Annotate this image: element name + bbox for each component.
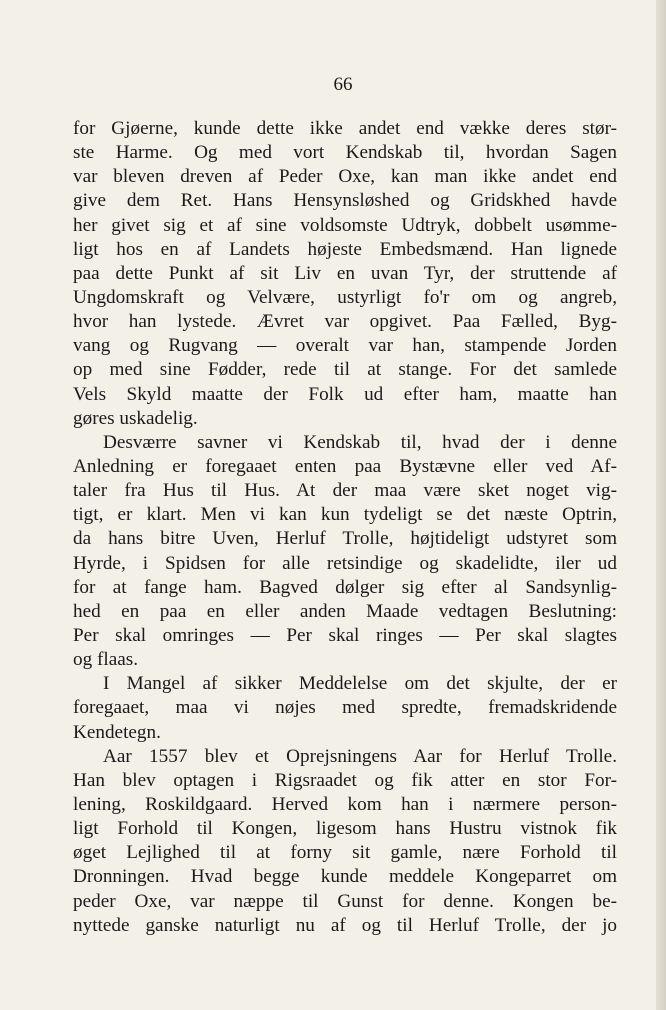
text-line: her givet sig et af sine voldsomste Udtryk, dobbelt usømme-: [73, 214, 617, 236]
text-line: give dem Ret. Hans Hensynsløshed og Gridskhed havde: [73, 190, 617, 212]
text-line: øget Lejlighed til at forny sit gamle, nære Forhold til: [73, 842, 617, 864]
text-line: hvor han lystede. Ævret var opgivet. Paa Fælled, Byg-: [73, 311, 617, 333]
text-line: Ungdomskraft og Velvære, ustyrligt fo'r om og angreb,: [73, 286, 617, 308]
text-line: ligt hos en af Landets højeste Embedsmænd. Han lignede: [73, 238, 617, 260]
text-line: Per skal omringes — Per skal ringes — Per skal slagtes: [73, 624, 617, 646]
text-line: peder Oxe, var næppe til Gunst for denne. Kongen be-: [73, 890, 617, 912]
text-line: Kendetegn.: [73, 721, 161, 743]
text-line: ste Harme. Og med vort Kendskab til, hvordan Sagen: [73, 142, 617, 164]
text-line: for Gjøerne, kunde dette ikke andet end vække deres stør-: [73, 118, 617, 139]
text-line: for at fange ham. Bagved dølger sig efter al Sandsynlig-: [73, 576, 617, 598]
page-number: 66: [333, 74, 353, 95]
text-line: I Mangel af sikker Meddelelse om det skjulte, der er: [103, 673, 617, 695]
text-line: og flaas.: [73, 649, 139, 671]
text-line: nyttede ganske naturligt nu af og til Herluf Trolle, der jo: [73, 914, 617, 936]
text-line: gøres uskadelig.: [73, 407, 198, 429]
text-line: da hans bitre Uven, Herluf Trolle, højtideligt udstyret som: [73, 528, 617, 550]
text-line: Dronningen. Hvad begge kunde meddele Kongeparret om: [73, 866, 617, 888]
text-line: lening, Roskildgaard. Herved kom han i nærmere person-: [73, 793, 617, 815]
text-line: Anledning er foregaaet enten paa Bystævne eller ved Af-: [73, 455, 617, 477]
text-line: Aar 1557 blev et Oprejsningens Aar for Herluf Trolle.: [103, 745, 617, 767]
text-line: Han blev optagen i Rigsraadet og fik atter en stor For-: [73, 769, 617, 791]
page-edge: [656, 0, 666, 1010]
text-line: tigt, er klart. Men vi kan kun tydeligt se det næste Optrin,: [73, 504, 617, 526]
text-line: Vels Skyld maatte der Folk ud efter ham, maatte han: [73, 383, 617, 405]
text-line: Hyrde, i Spidsen for alle retsindige og skadelidte, iler ud: [73, 552, 617, 574]
text-line: paa dette Punkt af sit Liv en uvan Tyr, der struttende af: [73, 262, 617, 284]
text-line: op med sine Fødder, rede til at stange. For det samlede: [73, 359, 617, 381]
text-line: hed en paa en eller anden Maade vedtagen Beslutning:: [73, 600, 617, 622]
text-line: taler fra Hus til Hus. At der maa være sket noget vig-: [73, 480, 617, 502]
text-line: foregaaet, maa vi nøjes med spredte, fremadskridende: [73, 697, 617, 719]
text-line: Desværre savner vi Kendskab til, hvad der i denne: [103, 431, 617, 453]
text-line: var bleven dreven af Peder Oxe, kan man ikke andet end: [73, 166, 617, 188]
body-text: [73, 117, 617, 938]
text-line: ligt Forhold til Kongen, ligesom hans Hustru vistnok fik: [73, 818, 617, 840]
text-line: vang og Rugvang — overalt var han, stampende Jorden: [73, 335, 617, 357]
